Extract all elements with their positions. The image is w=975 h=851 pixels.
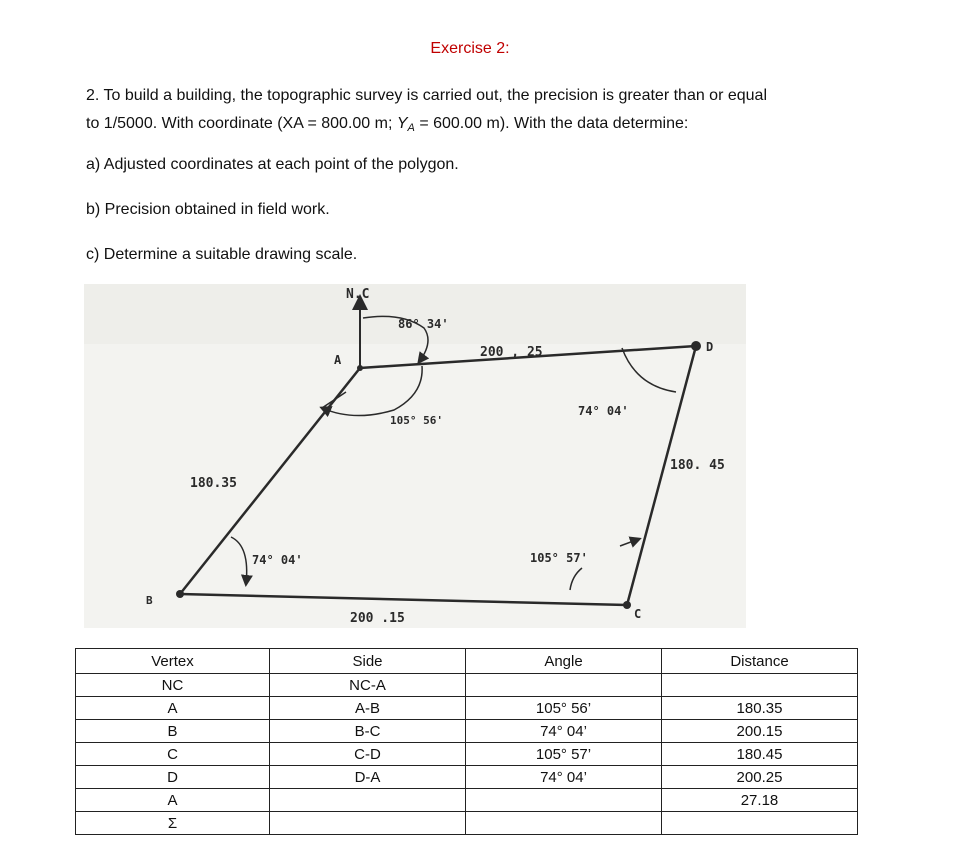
north-label: N.C bbox=[346, 287, 370, 302]
cell-distance bbox=[662, 674, 858, 697]
table-row bbox=[76, 697, 858, 720]
table-row bbox=[76, 812, 858, 835]
cell-side: D-A bbox=[270, 766, 466, 789]
cell-side: B-C bbox=[270, 720, 466, 743]
prompt-paragraph bbox=[86, 82, 876, 142]
cell-vertex: A bbox=[76, 697, 270, 720]
side-bc-distance: 200 .15 bbox=[350, 611, 405, 626]
question-a: a) Adjusted coordinates at each point of the polygon. bbox=[86, 156, 459, 173]
cell-angle: 74° 04’ bbox=[466, 720, 662, 743]
cell-angle bbox=[466, 812, 662, 835]
cell-vertex: C bbox=[76, 743, 270, 766]
cell-distance: 200.25 bbox=[662, 766, 858, 789]
header-distance: Distance bbox=[662, 649, 858, 674]
cell-distance: 180.45 bbox=[662, 743, 858, 766]
question-c: c) Determine a suitable drawing scale. bbox=[86, 246, 358, 263]
table-row bbox=[76, 789, 858, 812]
data-table bbox=[75, 648, 858, 835]
cell-distance: 200.15 bbox=[662, 720, 858, 743]
cell-side bbox=[270, 812, 466, 835]
cell-angle bbox=[466, 674, 662, 697]
cell-vertex: Σ bbox=[76, 812, 270, 835]
angle-d-label: 74° 04' bbox=[578, 404, 629, 418]
cell-side: NC-A bbox=[270, 674, 466, 697]
cell-side bbox=[270, 789, 466, 812]
angle-c-label: 105° 57' bbox=[530, 551, 588, 565]
exercise-title: Exercise 2: bbox=[430, 40, 510, 57]
cell-vertex: D bbox=[76, 766, 270, 789]
table-row bbox=[76, 720, 858, 743]
north-angle-label: 86° 34' bbox=[398, 317, 449, 331]
vertex-c-label: C bbox=[634, 607, 642, 621]
prompt-line-2: to 1/5000. With coordinate (XA = 800.00 m; $Y_A = 600.00$ m). With the data determine: bbox=[86, 115, 689, 134]
angle-a-label: 105° 56' bbox=[390, 414, 443, 427]
vertex-c-point bbox=[623, 601, 631, 609]
cell-distance bbox=[662, 812, 858, 835]
table-row bbox=[76, 674, 858, 697]
vertex-a-label: A bbox=[334, 353, 342, 367]
side-ab-distance: 180.35 bbox=[190, 476, 237, 491]
cell-side: A-B bbox=[270, 697, 466, 720]
side-ad-distance: 200 , 25 bbox=[480, 345, 543, 360]
sketch-top-shade bbox=[84, 284, 746, 344]
cell-distance: 180.35 bbox=[662, 697, 858, 720]
polygon-sketch bbox=[84, 284, 746, 628]
cell-angle: 105° 57’ bbox=[466, 743, 662, 766]
header-angle: Angle bbox=[466, 649, 662, 674]
prompt-line-1: 2. To build a building, the topographic survey is carried out, the precision is greater than or equal bbox=[86, 87, 767, 104]
table-row bbox=[76, 743, 858, 766]
angle-b-label: 74° 04' bbox=[252, 553, 303, 567]
vertex-b-point bbox=[176, 590, 184, 598]
vertex-d-label: D bbox=[706, 340, 714, 354]
header-vertex: Vertex bbox=[76, 649, 270, 674]
vertex-b-label: B bbox=[146, 594, 153, 607]
cell-distance: 27.18 bbox=[662, 789, 858, 812]
cell-angle bbox=[466, 789, 662, 812]
cell-side: C-D bbox=[270, 743, 466, 766]
question-b: b) Precision obtained in field work. bbox=[86, 201, 330, 218]
header-side: Side bbox=[270, 649, 466, 674]
cell-vertex: B bbox=[76, 720, 270, 743]
table-header-row bbox=[76, 649, 858, 674]
cell-vertex: A bbox=[76, 789, 270, 812]
cell-angle: 74° 04’ bbox=[466, 766, 662, 789]
vertex-d-point bbox=[691, 341, 701, 351]
cell-vertex: NC bbox=[76, 674, 270, 697]
side-cd-distance: 180. 45 bbox=[670, 458, 725, 473]
cell-angle: 105° 56’ bbox=[466, 697, 662, 720]
table-row bbox=[76, 766, 858, 789]
vertex-a-point bbox=[357, 365, 363, 371]
